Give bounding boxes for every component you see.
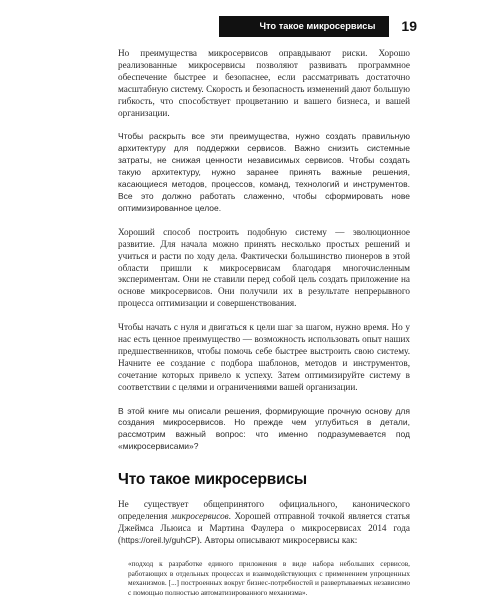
- paragraph-book-overview: В этой книге мы описали решения, формирующие прочную основу для создания микросервисов. Но прежде чем углубиться в детали, рассмотрим важный вопрос: что именно подразумевается под «микросервисами»?: [118, 405, 410, 452]
- section-heading: Что такое микросервисы: [118, 471, 307, 489]
- article-link[interactable]: https://oreil.ly/guhCP: [121, 535, 197, 545]
- page-number: 19: [401, 18, 417, 34]
- paragraph-benefits: Но преимущества микросервисов оправдывают риски. Хорошо реализованные микросервисы позволяют развивать программное обеспечение быстрее и безопаснее, если рассматривать достаточно масштабную систему. Скорость и безопасность изменений дают большую гибкость, что способствует процветанию и вашего бизнеса, и вашей организации.: [118, 48, 410, 118]
- definition-text-2: . Хорошей отправной точкой является статья Джеймса Льюиса и Мартина Фаулера о микросервисах 2014 года (: [118, 511, 410, 545]
- running-header-title: Что такое микросервисы: [219, 16, 389, 37]
- paragraph-definition: [118, 499, 410, 547]
- definition-text-1: Не существует общепринятого официального, канонического определения: [118, 499, 410, 522]
- running-header: [219, 16, 417, 37]
- definition-quote: «подход к разработке единого приложения в виде набора небольших сервисов, работающих в отдельных процессах и взаимодействующих с применением упрощенных механизмов. [...] построенных вокруг бизнес-потребностей и развертываемых независимо с помощью полностью автоматизированного механизма».: [128, 558, 410, 598]
- paragraph-start: Чтобы начать с нуля и двигаться к цели шаг за шагом, нужно время. Но у нас есть ценное преимущество — возможность использовать опыт наших предшественников, чтобы помочь себе быстрее выстроить свою систему. Начните ее создание с подбора шаблонов, методов и инструментов, сочетание которых привело к успеху. Затем оптимизируйте систему в соответствии с целями и ограничениями вашей организации.: [118, 322, 410, 392]
- definition-emphasis: микросервисов: [171, 511, 229, 522]
- paragraph-evolution: Хороший способ построить подобную систему — эволюционное развитие. Для начала можно принять несколько простых решений и учиться и расти по ходу дела. Фактически большинство пионеров в этой области пришли к микросервисам благодаря многочисленным экспериментам. Они не ставили перед собой цель создать приложение на основе микросервисов. Они получили их в результате непрерывного процесса оптимизации и совершенствования.: [118, 226, 410, 309]
- definition-text-3: ). Авторы описывают микросервисы как:: [196, 534, 358, 545]
- paragraph-architecture: Чтобы раскрыть все эти преимущества, нужно создать правильную архитектуру для поддержки сервисов. Важно снизить системные затраты, не снижая ценности независимых сервисов. Чтобы создать такую архитектуру, нужно заранее принять важные решения, касающиеся методов, процессов, команд, технологий и инструментов. Все это должно работать слаженно, чтобы сформировать нове оптимизированное целое.: [118, 131, 410, 213]
- page-body: [118, 48, 410, 598]
